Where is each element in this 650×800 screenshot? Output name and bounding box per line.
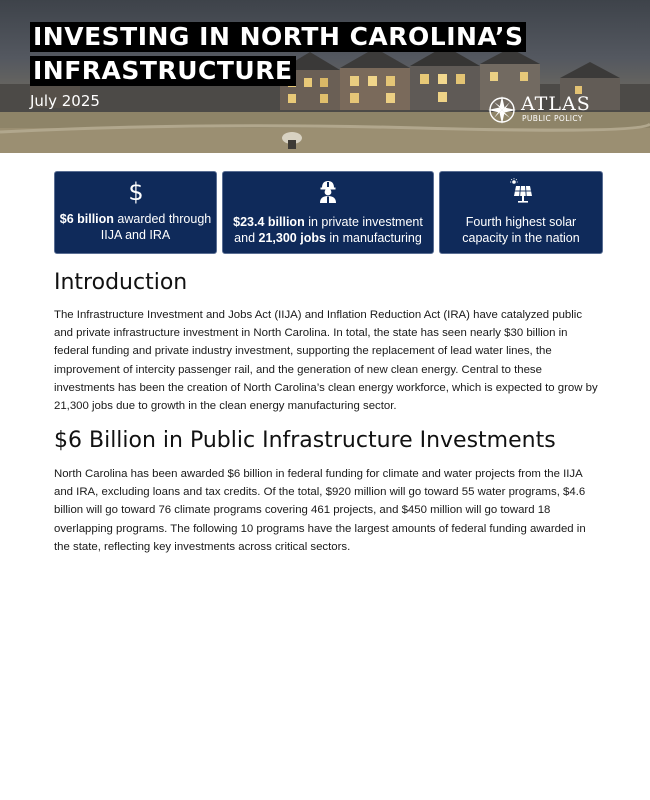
hero-banner [0,0,650,153]
stat-highlight: $23.4 billion [233,215,305,229]
stat-description: in private investment and [234,215,423,245]
stat-description: awarded through IIJA and IRA [100,212,212,242]
solar-panel-icon [509,178,533,204]
report-title-line-2: INFRASTRUCTURE [30,56,296,86]
atlas-logo [487,94,597,128]
stat-text-private-investment [227,214,429,246]
stat-description-end: in manufacturing [325,231,422,245]
stat-highlight: $6 billion [59,212,114,226]
report-title-line-1: INVESTING IN NORTH CAROLINA’S [30,22,526,52]
stat-text-solar-capacity: Fourth highest solar capacity in the nation [462,215,580,245]
svg-text:$: $ [127,178,144,204]
stat-highlight-jobs: 21,300 jobs [258,231,326,245]
dollar-sign-icon [124,178,148,204]
section-heading-public-investments: $6 Billion in Public Infrastructure Investments [54,428,556,453]
hardhat-worker-icon [316,178,340,204]
stat-card-solar-capacity [439,171,603,254]
compass-rose-icon [487,95,517,125]
section-heading-introduction: Introduction [54,270,188,295]
section-body-public-investments: North Carolina has been awarded $6 billion in federal funding for climate and water projects from the IIJA and IRA, excluding loans and tax credits. Of the total, $920 million will go toward 55 water programs, $4.6 billion will go toward 76 climate programs covering 461 projects, and $450 million will go toward 18 overlapping programs. The following 10 programs have the largest amounts of federal funding awarded in the state, reflecting key investments across critical sectors. [54,468,586,553]
logo-subtitle: PUBLIC POLICY [522,114,583,123]
section-body-introduction: The Infrastructure Investment and Jobs Act (IIJA) and Inflation Reduction Act (IRA) have catalyzed public and private infrastructure investment in North Carolina. In total, the state has seen nearly $30 billion in federal funding and private industry investment, supporting the replacement of lead water lines, the improvement of intercity passenger rail, and the generation of new clean energy. Central to these investments has been the creation of North Carolina’s clean energy workforce, which is expected to grow by 21,300 jobs due to growth in the clean energy manufacturing sector. [54,309,598,413]
stat-card-federal-funding [54,171,217,254]
logo-brand-name: ATLAS [521,93,591,115]
stat-text-federal-funding [59,211,212,243]
stat-card-private-investment [222,171,434,254]
report-date: July 2025 [30,92,100,110]
